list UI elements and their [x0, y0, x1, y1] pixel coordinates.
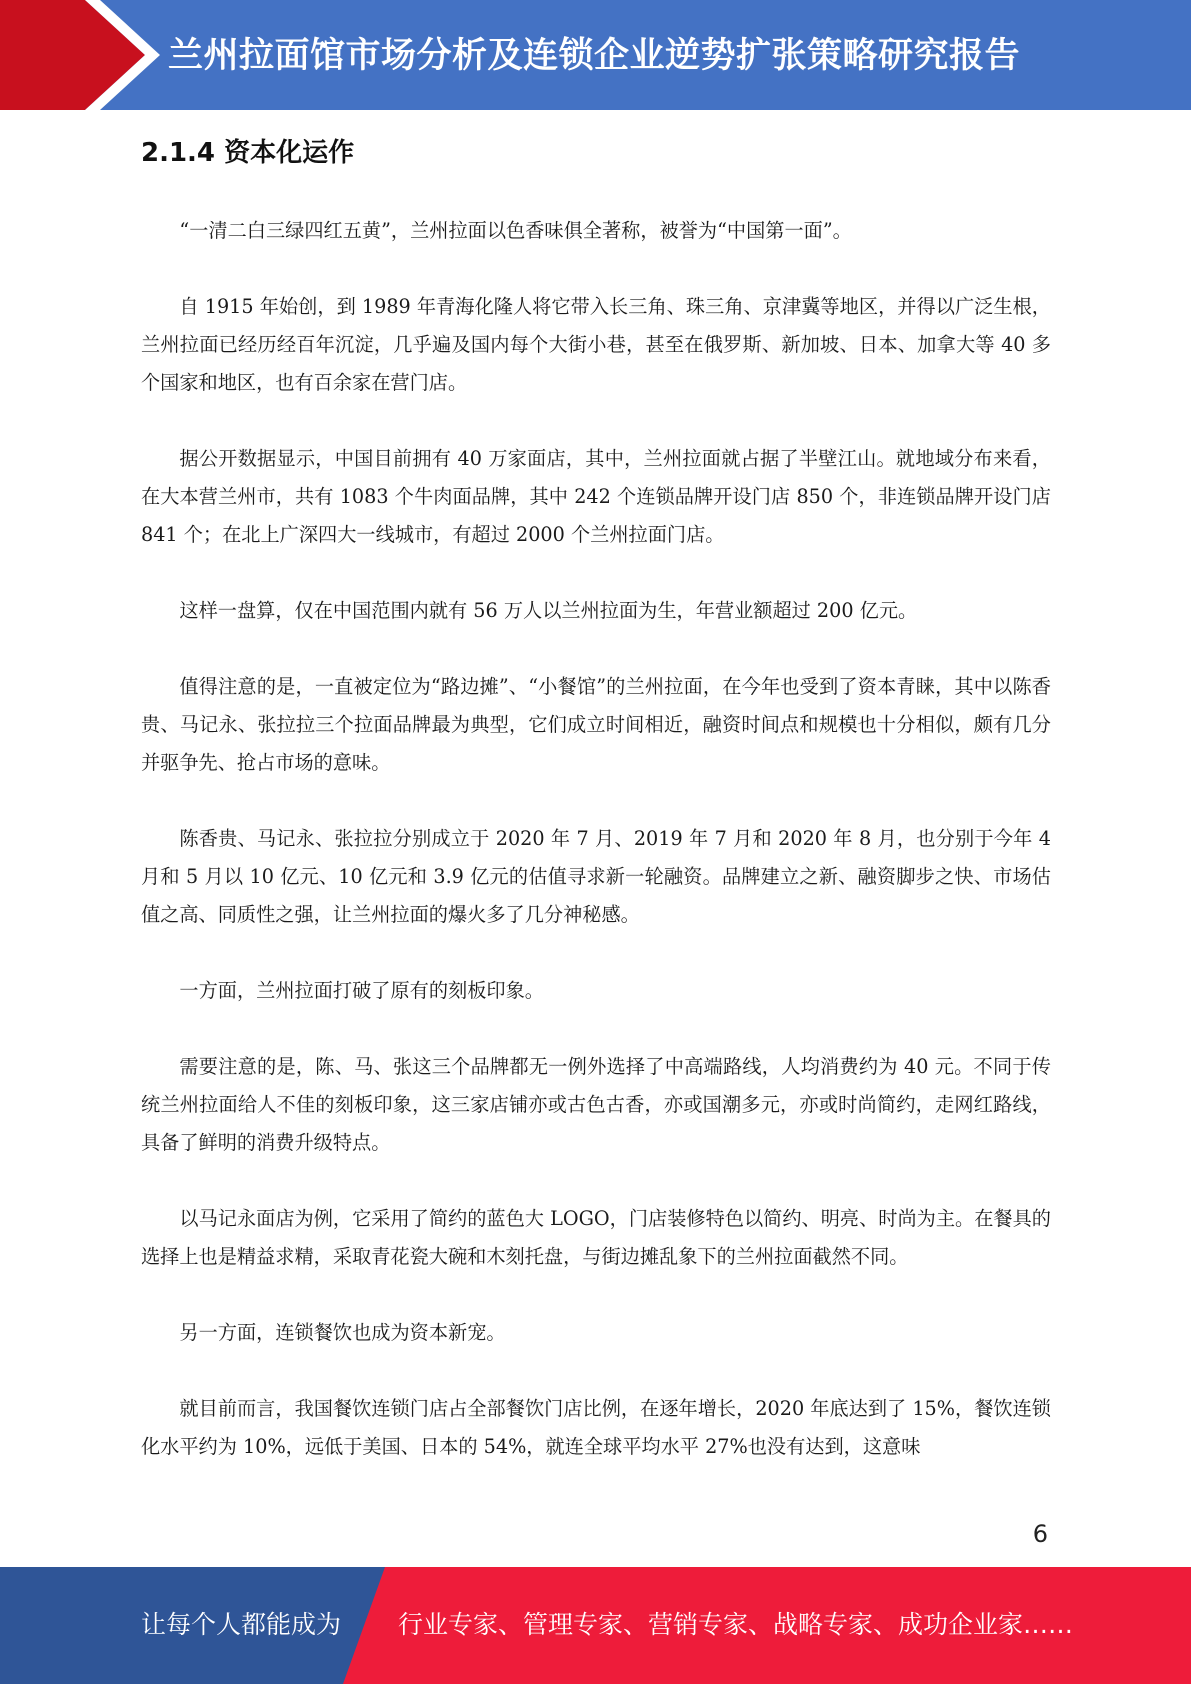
paragraph: “一清二白三绿四红五黄”，兰州拉面以色香味俱全著称，被誉为“中国第一面”。 [179, 219, 852, 242]
footer-slogan-left: 让每个人都能成为 [141, 1610, 342, 1639]
paragraph: 以马记永面店为例，它采用了简约的蓝色大 LOGO，门店装修特色以简约、明亮、时尚为主。在餐具的选择上也是精益求精，采取青花瓷大碗和木刻托盘，与街边摊乱象下的兰州拉面截然不同。 [141, 1207, 1051, 1268]
paragraph: 需要注意的是，陈、马、张这三个品牌都无一例外选择了中高端路线，人均消费约为 40 元。不同于传统兰州拉面给人不佳的刻板印象，这三家店铺亦或古色古香，亦或国潮多元，亦或时尚简约，走网红路线，具备了鲜明的消费升级特点。 [141, 1055, 1051, 1154]
paragraph: 另一方面，连锁餐饮也成为资本新宠。 [179, 1321, 506, 1344]
paragraph: 这样一盘算，仅在中国范围内就有 56 万人以兰州拉面为生，年营业额超过 200 亿元。 [179, 599, 918, 622]
body-content [141, 212, 1051, 1504]
paragraph: 一方面，兰州拉面打破了原有的刻板印象。 [179, 979, 544, 1002]
page-number: 6 [1032, 1520, 1048, 1548]
header-chevron-decoration [0, 0, 160, 110]
footer-slogan-right: 行业专家、管理专家、营销专家、战略专家、成功企业家…… [398, 1610, 1074, 1639]
paragraph: 值得注意的是，一直被定位为“路边摊”、“小餐馆”的兰州拉面，在今年也受到了资本青睐，其中以陈香贵、马记永、张拉拉三个拉面品牌最为典型，它们成立时间相近，融资时间点和规模也十分相似，颇有几分并驱争先、抢占市场的意味。 [141, 675, 1051, 774]
page-header [0, 0, 1191, 110]
report-title: 兰州拉面馆市场分析及连锁企业逆势扩张策略研究报告 [168, 36, 1021, 76]
paragraph: 自 1915 年始创，到 1989 年青海化隆人将它带入长三角、珠三角、京津冀等地区，并得以广泛生根，兰州拉面已经历经百年沉淀，几乎遍及国内每个大街小巷，甚至在俄罗斯、新加坡、日本、加拿大等 40 多个国家和地区，也有百余家在营门店。 [141, 295, 1051, 394]
page-footer [0, 1567, 1191, 1684]
paragraph: 据公开数据显示，中国目前拥有 40 万家面店，其中，兰州拉面就占据了半壁江山。就地域分布来看，在大本营兰州市，共有 1083 个牛肉面品牌，其中 242 个连锁品牌开设门店 850 个，非连锁品牌开设门店 841 个；在北上广深四大一线城市，有超过 2000 个兰州拉面门店。 [141, 447, 1051, 546]
section-heading: 2.1.4 资本化运作 [141, 138, 355, 168]
paragraph: 就目前而言，我国餐饮连锁门店占全部餐饮门店比例，在逐年增长，2020 年底达到了 15%，餐饮连锁化水平约为 10%，远低于美国、日本的 54%，就连全球平均水平 27%也没有达到，这意味 [141, 1397, 1051, 1458]
paragraph: 陈香贵、马记永、张拉拉分别成立于 2020 年 7 月、2019 年 7 月和 2020 年 8 月，也分别于今年 4 月和 5 月以 10 亿元、10 亿元和 3.9 亿元的估值寻求新一轮融资。品牌建立之新、融资脚步之快、市场估值之高、同质性之强，让兰州拉面的爆火多了几分神秘感。 [141, 827, 1051, 926]
